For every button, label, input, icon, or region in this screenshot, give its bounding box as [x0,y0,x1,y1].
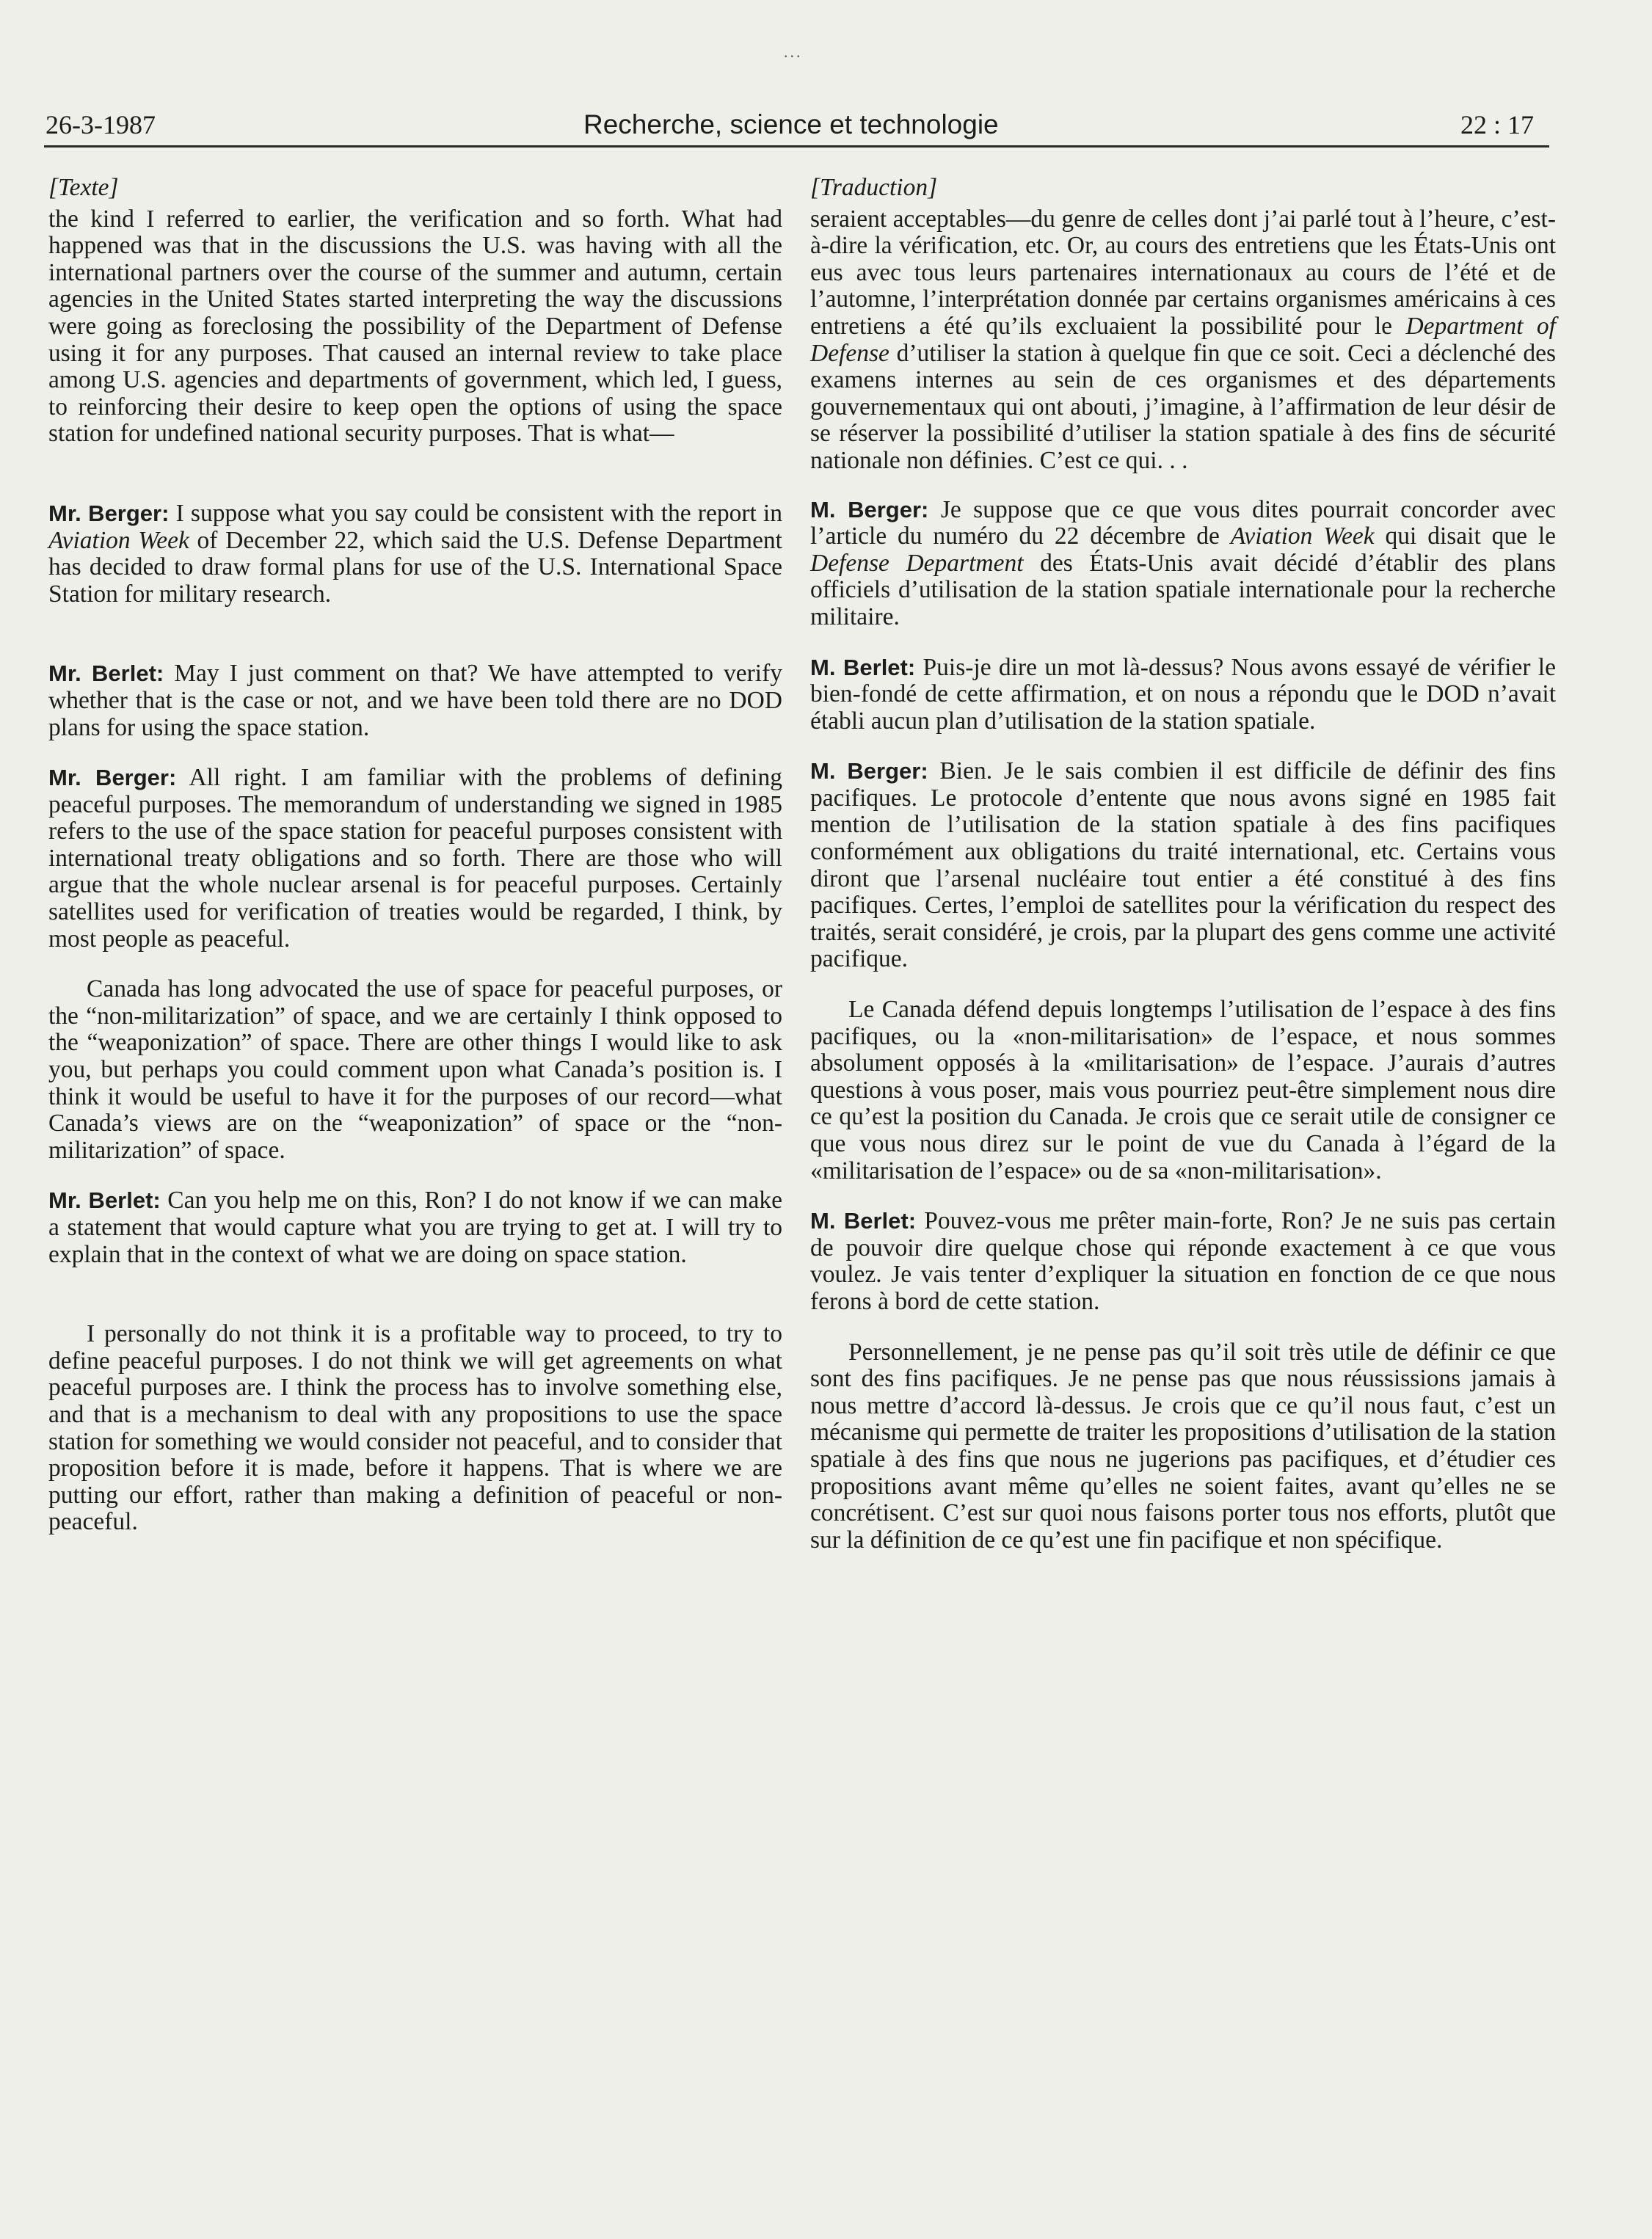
paragraph: M. Berlet: Puis-je dire un mot là-dessus? Nous avons essayé de vérifier le bien-fondé de cette affirmation, et on nous a répondu que le DOD n’avait établi aucun plan d’utilisation de la station spatiale. [810,653,1556,735]
english-column [48,175,782,1536]
paragraph: Mr. Berger: All right. I am familiar with the problems of defining peaceful purposes. The memorandum of understanding we signed in 1985 refers to the use of the space station for peaceful purposes consistent with international treaty obligations and so forth. There are those who will argue that the whole nuclear arsenal is for peaceful purposes. Certainly satellites used for verification of treaties would be regarded, I think, by most people as peaceful. [48,764,782,953]
column-label-traduction: [Traduction] [810,174,938,201]
french-column [810,175,1556,1554]
paragraph: Canada has long advocated the use of space for peaceful purposes, or the “non-militarization” of space, and we are certainly I think opposed to the “weaponization” of space. There are other things I would like to ask you, but perhaps you could comment upon what Canada’s position is. I think it would be useful to have it for the purposes of our record—what Canada’s views are on the “weaponization” of space or the “non-militarization” of space. [48,975,782,1164]
paragraph: M. Berger: Bien. Je le sais combien il est difficile de définir des fins pacifiques. Le protocole d’entente que nous avons signé en 1985 fait mention de l’utilisation de la station spatiale à des fins pacifiques conformément aux obligations du traité international, etc. Certains vous diront que l’arsenal nucléaire tout entier a été constitué à des fins pacifiques. Certes, l’emploi de satellites pour la vérification du respect des traités, serait considéré, je crois, par la plupart des gens comme une activité pacifique. [810,757,1557,973]
paragraph: the kind I referred to earlier, the verification and so forth. What had happened was that in the discussions the U.S. was having with all the international partners over the course of the summer and autumn, certain agencies in the United States started interpreting the way the discussions were going as foreclosing the possibility of the Department of Defense using it for any purposes. That caused an internal review to take place among U.S. agencies and departments of government, which led, I guess, to reinforcing their desire to keep open the options of using the space station for undefined national security purposes. That is what— [48,205,782,448]
header-date: 26-3-1987 [46,110,156,139]
column-label-texte: [Texte] [48,174,119,201]
paragraph: M. Berger: Je suppose que ce que vous dites pourrait concorder avec l’article du numéro du 22 décembre de Aviation Week qui disait que le Defense Department des États-Unis avait décidé d’établir des plans officiels d’utilisation de la station spatiale internationale pour la recherche militaire. [810,495,1557,630]
paragraph: I personally do not think it is a profitable way to proceed, to try to define peaceful purposes. I do not think we will get agreements on what peaceful purposes are. I think the process has to involve something else, and that is a mechanism to deal with any propositions to use the space station for something we would consider not peaceful, and to consider that proposition before it is made, before it happens. That is where we are putting our effort, rather than making a definition of peaceful or non-peaceful. [48,1320,782,1536]
header-page-number: 22 : 17 [1460,110,1535,139]
paragraph: seraient acceptables—du genre de celles dont j’ai parlé tout à l’heure, c’est-à-dire la vérification, etc. Or, au cours des entretiens que les États-Unis ont eus avec tous leurs partenaires internationaux au cours de l’été et de l’automne, l’interprétation donnée par certains organismes américains à ces entretiens a été qu’ils excluaient la possibilité pour le Department of Defense d’utiliser la station à quelque fin que ce soit. Ceci a déclenché des examens internes au sein de ces organismes et des départements gouvernementaux qui ont abouti, j’imagine, à l’affirmation de leur désir de se réserver la possibilité d’utiliser la station spatiale à des fins de sécurité nationale non définies. C’est ce qui. . . [810,205,1556,474]
speaker-name: M. Berlet: [810,654,916,680]
speaker-name: M. Berger: [810,496,929,523]
paragraph: M. Berlet: Pouvez-vous me prêter main-forte, Ron? Je ne suis pas certain de pouvoir dire quelque chose qui réponde exactement à ce que vous voulez. Je vais tenter d’expliquer la situation en fonction de ce que nous ferons à bord de cette station. [810,1207,1556,1315]
speaker-name: Mr. Berger: [48,500,170,526]
header-title: Recherche, science et technologie [583,109,999,139]
header-rule [44,145,1549,148]
speaker-name: Mr. Berlet: [48,660,164,687]
header-ornament: ... [784,43,803,61]
speaker-name: Mr. Berger: [48,765,177,791]
speaker-name: Mr. Berlet: [48,1187,161,1214]
paragraph: Mr. Berlet: May I just comment on that? We have attempted to verify whether that is the case or not, and we have been told there are no DOD plans for using the space station. [48,660,782,741]
speaker-name: M. Berlet: [810,1208,917,1234]
paragraph: Le Canada défend depuis longtemps l’utilisation de l’espace à des fins pacifiques, ou la «non-militarisation» de l’espace, et nous sommes absolument opposés à la «militarisation» de l’espace. J’aurais d’autres questions à vous poser, mais vous pourriez peut-être simplement nous dire ce qu’est la position du Canada. Je crois que ce serait utile de consigner ce que vous nous direz sur le point de vue du Canada à l’égard de la «militarisation de l’espace» ou de sa «non-militarisation». [810,996,1556,1184]
paragraph: Mr. Berger: I suppose what you say could be consistent with the report in Aviation Week of December 22, which said the U.S. Defense Department has decided to draw formal plans for use of the U.S. International Space Station for military research. [48,499,782,608]
paragraph: Personnellement, je ne pense pas qu’il soit très utile de définir ce que sont des fins pacifiques. Je ne pense pas que nous réussissions jamais à nous mettre d’accord là-dessus. Je crois que ce qu’il nous faut, c’est un mécanisme qui permette de traiter les propositions d’utilisation de la station spatiale à des fins que nous ne jugerions pas pacifiques, et d’étudier ces propositions avant même qu’elles ne soient faites, avant qu’elles ne se concrétisent. C’est sur quoi nous faisons porter tous nos efforts, plutôt que sur la définition de ce qu’est une fin pacifique et non spécifique. [810,1338,1556,1554]
paragraph: Mr. Berlet: Can you help me on this, Ron? I do not know if we can make a statement that would capture what you are trying to get at. I will try to explain that in the context of what we are doing on space station. [48,1187,782,1268]
speaker-name: M. Berger: [810,758,928,784]
